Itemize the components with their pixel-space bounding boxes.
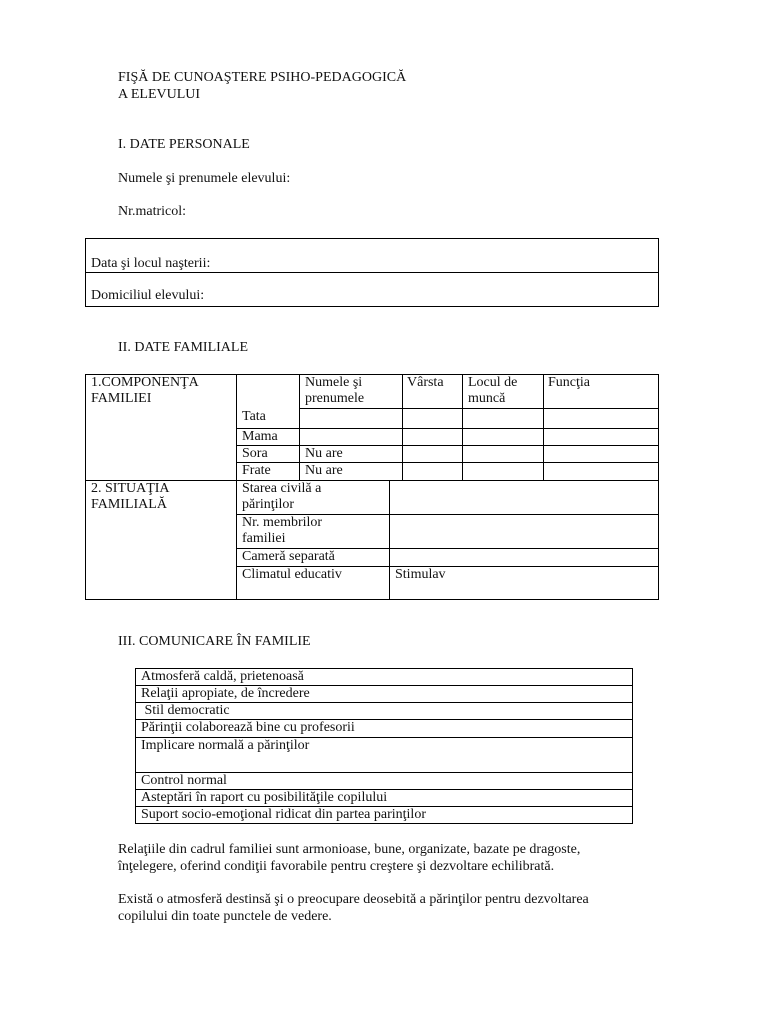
composition-label-line-1: 1.COMPONENŢA — [91, 375, 199, 390]
civil-status-label-line-2: părinţilor — [242, 497, 295, 512]
family-member-mother: Mama — [242, 429, 278, 444]
family-member-brother-name: Nu are — [305, 463, 343, 478]
column-header-function: Funcţia — [548, 375, 590, 390]
table-divider — [85, 272, 659, 273]
situation-label-line-2: FAMILIALĂ — [91, 497, 167, 512]
communication-item: Atmosferă caldă, prietenoasă — [141, 669, 304, 684]
column-header-work-line-2: muncă — [468, 391, 506, 406]
educational-climate-label: Climatul educativ — [242, 567, 342, 582]
composition-label-line-2: FAMILIEI — [91, 391, 152, 406]
column-header-name-line-2: prenumele — [305, 391, 365, 406]
section-2-heading: II. DATE FAMILIALE — [118, 340, 248, 355]
table-row-divider — [236, 428, 659, 429]
matricol-label: Nr.matricol: — [118, 204, 187, 219]
communication-item: Control normal — [141, 773, 227, 788]
table-column-divider — [462, 374, 463, 480]
communication-item: Asteptări în raport cu posibilităţile copilului — [141, 790, 388, 805]
birth-label: Data şi locul naşterii: — [91, 256, 211, 271]
family-member-sister-name: Nu are — [305, 446, 343, 461]
paragraph-2-line-2: copilului din toate punctele de vedere. — [118, 909, 332, 924]
column-header-work-line-1: Locul de — [468, 375, 518, 390]
table-row-divider — [299, 408, 659, 409]
separate-room-label: Cameră separată — [242, 549, 335, 564]
family-members-count-label-line-1: Nr. membrilor — [242, 515, 323, 530]
paragraph-2-line-1: Există o atmosferă destinsă şi o preocupare deosebită a părinţilor pentru dezvoltarea — [118, 892, 589, 907]
paragraph-1-line-1: Relaţiile din cadrul familiei sunt armonioase, bune, organizate, bazate pe dragoste, — [118, 842, 581, 857]
communication-item: Relaţii apropiate, de încredere — [141, 686, 310, 701]
communication-item: Părinţii colaborează bine cu profesorii — [141, 720, 355, 735]
table-column-divider — [402, 374, 403, 480]
family-member-father: Tata — [242, 409, 266, 424]
communication-item: Implicare normală a părinţilor — [141, 738, 310, 753]
student-name-label: Numele şi prenumele elevului: — [118, 171, 291, 186]
column-header-name-line-1: Numele şi — [305, 375, 363, 390]
civil-status-label-line-1: Starea civilă a — [242, 481, 322, 496]
family-members-count-label-line-2: familiei — [242, 531, 286, 546]
paragraph-1-line-2: înţelegere, oferind condiţii favorabile pentru creştere şi dezvoltare echilibrată. — [118, 859, 555, 874]
table-column-divider — [389, 480, 390, 600]
section-1-heading: I. DATE PERSONALE — [118, 137, 250, 152]
communication-item: Stil democratic — [141, 703, 230, 718]
educational-climate-value: Stimulav — [395, 567, 446, 582]
communication-item: Suport socio-emoţional ridicat din partea parinţilor — [141, 807, 426, 822]
document-title-line-1: FIŞĂ DE CUNOAŞTERE PSIHO-PEDAGOGICĂ — [118, 70, 407, 85]
family-member-sister: Sora — [242, 446, 268, 461]
situation-label-line-1: 2. SITUAŢIA — [91, 481, 170, 496]
table-row-divider — [236, 445, 659, 446]
section-3-heading: III. COMUNICARE ÎN FAMILIE — [118, 634, 311, 649]
family-member-brother: Frate — [242, 463, 271, 478]
domicile-label: Domiciliul elevului: — [91, 288, 205, 303]
table-column-divider — [543, 374, 544, 480]
table-row-divider — [85, 480, 659, 481]
document-title-line-2: A ELEVULUI — [118, 87, 201, 102]
table-column-divider — [299, 374, 300, 480]
column-header-age: Vârsta — [407, 375, 444, 390]
table-row-divider — [236, 462, 659, 463]
